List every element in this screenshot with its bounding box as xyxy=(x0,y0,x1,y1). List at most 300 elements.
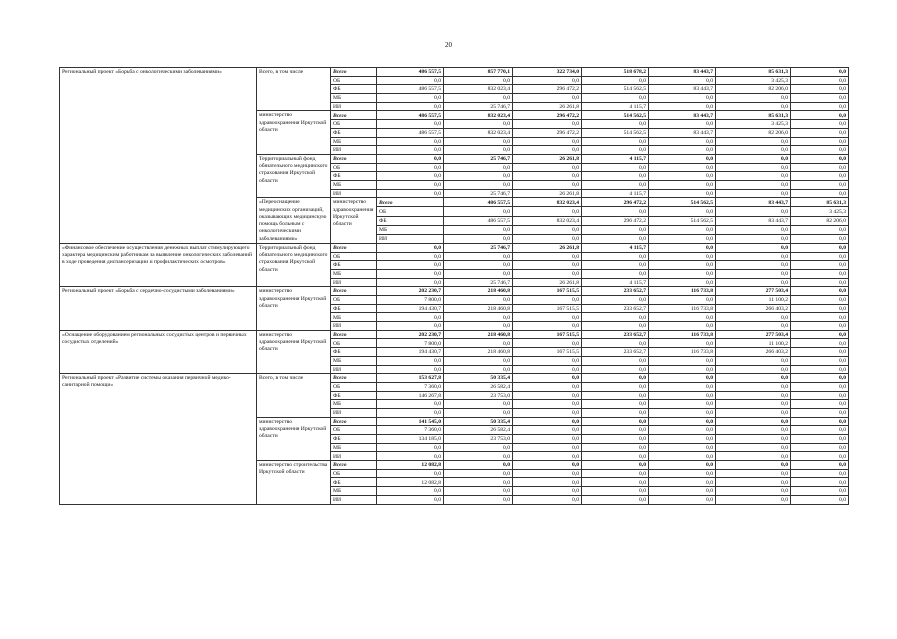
amount-cell: 0,0 xyxy=(444,120,513,129)
amount-cell: 0,0 xyxy=(649,234,716,243)
funding-source-cell: ИИ xyxy=(331,495,377,504)
amount-cell: 0,0 xyxy=(791,408,849,417)
amount-cell: 0,0 xyxy=(377,313,444,322)
table-body xyxy=(60,68,849,505)
amount-cell: 296 472,2 xyxy=(513,85,582,94)
amount-cell: 0,0 xyxy=(444,146,513,155)
amount-cell: 0,0 xyxy=(649,102,716,111)
amount-cell: 0,0 xyxy=(649,252,716,261)
amount-cell: 25 746,7 xyxy=(444,278,513,287)
amount-cell: 0,0 xyxy=(791,261,849,270)
amount-cell: 0,0 xyxy=(716,322,791,331)
amount-cell: 4 115,7 xyxy=(582,154,649,163)
funding-source-cell: ИИ xyxy=(331,322,377,331)
amount-cell: 116 733,8 xyxy=(649,330,716,339)
amount-cell: 116 733,8 xyxy=(649,287,716,296)
amount-cell: 0,0 xyxy=(377,487,444,496)
amount-cell: 0,0 xyxy=(791,426,849,435)
amount-cell: 0,0 xyxy=(716,261,791,270)
amount-cell: 26 261,8 xyxy=(513,154,582,163)
amount-cell: 0,0 xyxy=(791,487,849,496)
amount-cell: 0,0 xyxy=(649,163,716,172)
amount-cell: 0,0 xyxy=(377,400,444,409)
amount-cell: 0,0 xyxy=(582,94,649,103)
amount-cell: 0,0 xyxy=(513,322,582,331)
amount-cell: 233 652,7 xyxy=(582,287,649,296)
project-name-cell: Региональный проект «Борьба с сердечно-сосудистыми заболеваниями» xyxy=(60,287,257,330)
funding-source-cell: ИИ xyxy=(331,278,377,287)
amount-cell: 0,0 xyxy=(716,313,791,322)
amount-cell: 0,0 xyxy=(444,163,513,172)
amount-cell: 0,0 xyxy=(791,76,849,85)
amount-cell: 0,0 xyxy=(513,452,582,461)
amount-cell: 0,0 xyxy=(377,120,444,129)
amount-cell: 0,0 xyxy=(444,234,513,243)
amount-cell: 0,0 xyxy=(791,313,849,322)
amount-cell: 167 515,5 xyxy=(513,348,582,357)
amount-cell: 0,0 xyxy=(716,391,791,400)
amount-cell: 0,0 xyxy=(513,207,582,216)
funding-source-cell: ФБ xyxy=(331,435,377,444)
amount-cell: 0,0 xyxy=(649,180,716,189)
amount-cell: 25 746,7 xyxy=(444,102,513,111)
amount-cell: 116 733,8 xyxy=(649,348,716,357)
funding-source-cell: МБ xyxy=(331,356,377,365)
amount-cell: 233 652,7 xyxy=(582,348,649,357)
amount-cell: 0,0 xyxy=(791,243,849,252)
amount-cell: 0,0 xyxy=(513,417,582,426)
funding-source-cell: ОБ xyxy=(331,76,377,85)
amount-cell: 0,0 xyxy=(582,356,649,365)
amount-cell: 0,0 xyxy=(791,172,849,181)
amount-cell: 0,0 xyxy=(444,400,513,409)
amount-cell: 3 425,3 xyxy=(716,120,791,129)
amount-cell: 0,0 xyxy=(649,296,716,305)
executor-cell: Территориальный фонд обязательного медицинского страхования Иркутской области xyxy=(257,154,331,197)
amount-cell: 26 261,8 xyxy=(513,189,582,198)
amount-cell: 0,0 xyxy=(582,487,649,496)
amount-cell: 4 115,7 xyxy=(582,102,649,111)
amount-cell: 0,0 xyxy=(649,443,716,452)
amount-cell: 0,0 xyxy=(444,443,513,452)
amount-cell: 233 652,7 xyxy=(582,304,649,313)
funding-source-cell: Всего xyxy=(377,198,444,207)
amount-cell: 0,0 xyxy=(582,339,649,348)
amount-cell: 0,0 xyxy=(649,278,716,287)
amount-cell: 12 082,8 xyxy=(377,478,444,487)
amount-cell: 0,0 xyxy=(791,287,849,296)
amount-cell: 0,0 xyxy=(649,207,716,216)
amount-cell: 0,0 xyxy=(716,154,791,163)
amount-cell: 0,0 xyxy=(649,243,716,252)
amount-cell: 0,0 xyxy=(716,374,791,383)
amount-cell: 0,0 xyxy=(791,391,849,400)
amount-cell: 0,0 xyxy=(513,435,582,444)
amount-cell: 0,0 xyxy=(582,137,649,146)
amount-cell: 0,0 xyxy=(791,111,849,120)
amount-cell: 514 562,5 xyxy=(582,128,649,137)
amount-cell: 50 335,4 xyxy=(444,374,513,383)
funding-source-cell: ИИ xyxy=(331,146,377,155)
amount-cell: 0,0 xyxy=(377,269,444,278)
amount-cell: 0,0 xyxy=(716,243,791,252)
amount-cell: 0,0 xyxy=(649,461,716,470)
project-name-cell: «Переоснащение медицинских организаций, оказывающих медицинскую помощь больным с онкологическими заболеваниями» xyxy=(257,198,331,244)
amount-cell: 832 023,4 xyxy=(513,216,582,225)
amount-cell: 0,0 xyxy=(791,330,849,339)
funding-source-cell: ОБ xyxy=(331,252,377,261)
funding-source-cell: Всего xyxy=(331,287,377,296)
amount-cell: 0,0 xyxy=(716,252,791,261)
project-name-cell: «Финансовое обеспечение осуществления денежных выплат стимулирующего характера медицинским работникам за выявление онкологических заболеваний в ходе проведения диспансеризации и профилактических осмотров» xyxy=(60,243,257,286)
amount-cell: 116 733,8 xyxy=(649,304,716,313)
amount-cell: 0,0 xyxy=(513,400,582,409)
amount-cell: 0,0 xyxy=(582,180,649,189)
amount-cell: 0,0 xyxy=(444,461,513,470)
amount-cell: 0,0 xyxy=(791,469,849,478)
amount-cell: 194 430,7 xyxy=(377,348,444,357)
amount-cell: 233 652,7 xyxy=(582,330,649,339)
funding-source-cell: ФБ xyxy=(331,128,377,137)
amount-cell: 0,0 xyxy=(791,252,849,261)
amount-cell: 0,0 xyxy=(582,313,649,322)
amount-cell: 0,0 xyxy=(513,461,582,470)
amount-cell: 0,0 xyxy=(513,495,582,504)
amount-cell: 83 443,7 xyxy=(716,198,791,207)
amount-cell: 0,0 xyxy=(582,461,649,470)
amount-cell: 0,0 xyxy=(513,391,582,400)
amount-cell: 0,0 xyxy=(649,356,716,365)
funding-source-cell: Всего xyxy=(331,417,377,426)
amount-cell: 82 206,0 xyxy=(716,85,791,94)
amount-cell: 0,0 xyxy=(582,76,649,85)
amount-cell: 0,0 xyxy=(649,189,716,198)
amount-cell: 0,0 xyxy=(582,163,649,172)
amount-cell: 0,0 xyxy=(791,443,849,452)
amount-cell: 0,0 xyxy=(649,322,716,331)
amount-cell: 0,0 xyxy=(716,102,791,111)
amount-cell: 0,0 xyxy=(791,339,849,348)
funding-source-cell: ИИ xyxy=(331,452,377,461)
amount-cell: 0,0 xyxy=(582,435,649,444)
executor-cell: министерство здравоохранения Иркутской области xyxy=(257,330,331,373)
amount-cell: 26 261,8 xyxy=(513,102,582,111)
executor-cell: министерство здравоохранения Иркутской области xyxy=(257,287,331,330)
project-name-cell: Региональный проект «Борьба с онкологическими заболеваниями» xyxy=(60,68,257,244)
funding-source-cell: Всего xyxy=(331,68,377,77)
amount-cell: 0,0 xyxy=(716,180,791,189)
amount-cell: 12 082,8 xyxy=(377,461,444,470)
amount-cell: 85 631,3 xyxy=(716,68,791,77)
amount-cell: 0,0 xyxy=(513,94,582,103)
amount-cell: 82 206,0 xyxy=(716,128,791,137)
amount-cell: 0,0 xyxy=(377,469,444,478)
project-name-cell: «Оснащение оборудованием региональных сосудистых центров и первичных сосудистых отделений» xyxy=(60,330,257,373)
amount-cell: 0,0 xyxy=(444,94,513,103)
funding-source-cell: МБ xyxy=(331,137,377,146)
amount-cell: 194 430,7 xyxy=(377,304,444,313)
amount-cell: 3 425,3 xyxy=(716,76,791,85)
amount-cell: 486 557,5 xyxy=(377,68,444,77)
funding-source-cell: МБ xyxy=(331,400,377,409)
funding-source-cell: ФБ xyxy=(331,85,377,94)
amount-cell: 0,0 xyxy=(649,154,716,163)
amount-cell: 0,0 xyxy=(791,102,849,111)
project-name-cell: Региональный проект «Развитие системы оказания первичной медико-санитарной помощи» xyxy=(60,374,257,504)
amount-cell: 0,0 xyxy=(649,76,716,85)
amount-cell: 0,0 xyxy=(649,172,716,181)
amount-cell: 0,0 xyxy=(716,417,791,426)
amount-cell: 0,0 xyxy=(377,356,444,365)
amount-cell: 832 023,4 xyxy=(444,85,513,94)
amount-cell: 0,0 xyxy=(791,356,849,365)
amount-cell: 0,0 xyxy=(377,452,444,461)
amount-cell: 0,0 xyxy=(444,469,513,478)
table-row xyxy=(60,374,849,383)
funding-source-cell: ФБ xyxy=(331,478,377,487)
amount-cell: 218 460,8 xyxy=(444,287,513,296)
amount-cell: 0,0 xyxy=(791,120,849,129)
amount-cell: 4 115,7 xyxy=(582,278,649,287)
amount-cell: 0,0 xyxy=(582,400,649,409)
amount-cell: 0,0 xyxy=(513,365,582,374)
amount-cell: 7 800,0 xyxy=(377,296,444,305)
amount-cell: 0,0 xyxy=(444,261,513,270)
amount-cell: 0,0 xyxy=(377,278,444,287)
amount-cell: 0,0 xyxy=(513,408,582,417)
amount-cell: 0,0 xyxy=(582,234,649,243)
funding-source-cell: ИИ xyxy=(331,189,377,198)
amount-cell: 0,0 xyxy=(791,348,849,357)
amount-cell: 0,0 xyxy=(513,269,582,278)
amount-cell: 0,0 xyxy=(513,469,582,478)
amount-cell: 0,0 xyxy=(649,417,716,426)
amount-cell: 11 100,2 xyxy=(716,296,791,305)
amount-cell: 0,0 xyxy=(716,163,791,172)
amount-cell: 832 023,4 xyxy=(444,111,513,120)
amount-cell: 0,0 xyxy=(444,180,513,189)
amount-cell: 0,0 xyxy=(582,252,649,261)
page-number: 20 xyxy=(445,41,452,49)
amount-cell: 25 746,7 xyxy=(444,154,513,163)
amount-cell: 0,0 xyxy=(649,400,716,409)
amount-cell: 0,0 xyxy=(377,408,444,417)
amount-cell: 0,0 xyxy=(377,243,444,252)
amount-cell: 0,0 xyxy=(513,443,582,452)
funding-source-cell: Всего xyxy=(331,243,377,252)
amount-cell: 0,0 xyxy=(513,426,582,435)
amount-cell: 23 753,0 xyxy=(444,391,513,400)
amount-cell: 83 443,7 xyxy=(649,68,716,77)
amount-cell: 0,0 xyxy=(582,469,649,478)
amount-cell: 0,0 xyxy=(513,180,582,189)
amount-cell: 202 230,7 xyxy=(377,330,444,339)
amount-cell: 0,0 xyxy=(716,207,791,216)
amount-cell: 0,0 xyxy=(513,137,582,146)
amount-cell: 0,0 xyxy=(513,252,582,261)
funding-source-cell: ИИ xyxy=(331,365,377,374)
amount-cell: 0,0 xyxy=(716,435,791,444)
amount-cell: 0,0 xyxy=(582,426,649,435)
amount-cell: 0,0 xyxy=(716,356,791,365)
amount-cell: 0,0 xyxy=(791,128,849,137)
funding-source-cell: ФБ xyxy=(331,172,377,181)
amount-cell: 0,0 xyxy=(513,261,582,270)
amount-cell: 0,0 xyxy=(791,94,849,103)
amount-cell: 0,0 xyxy=(791,365,849,374)
amount-cell: 0,0 xyxy=(791,85,849,94)
amount-cell: 0,0 xyxy=(582,495,649,504)
amount-cell: 0,0 xyxy=(377,76,444,85)
amount-cell: 0,0 xyxy=(444,365,513,374)
amount-cell: 0,0 xyxy=(649,365,716,374)
amount-cell: 153 627,8 xyxy=(377,374,444,383)
amount-cell: 83 443,7 xyxy=(716,216,791,225)
amount-cell: 0,0 xyxy=(791,189,849,198)
amount-cell: 0,0 xyxy=(716,443,791,452)
amount-cell: 0,0 xyxy=(513,487,582,496)
amount-cell: 141 545,0 xyxy=(377,417,444,426)
amount-cell: 0,0 xyxy=(582,452,649,461)
amount-cell: 25 746,7 xyxy=(444,189,513,198)
amount-cell: 0,0 xyxy=(649,469,716,478)
amount-cell: 514 562,5 xyxy=(582,85,649,94)
amount-cell: 0,0 xyxy=(444,322,513,331)
amount-cell: 11 100,2 xyxy=(716,339,791,348)
amount-cell: 0,0 xyxy=(377,137,444,146)
amount-cell: 486 557,5 xyxy=(444,216,513,225)
amount-cell: 486 557,5 xyxy=(377,111,444,120)
executor-cell: Всего, в том числе xyxy=(257,374,331,417)
amount-cell: 0,0 xyxy=(791,68,849,77)
funding-source-cell: ФБ xyxy=(331,261,377,270)
amount-cell: 83 443,7 xyxy=(649,128,716,137)
amount-cell: 26 582,4 xyxy=(444,426,513,435)
amount-cell: 0,0 xyxy=(649,408,716,417)
executor-cell: Всего, в том числе xyxy=(257,68,331,111)
amount-cell: 0,0 xyxy=(649,94,716,103)
amount-cell: 83 443,7 xyxy=(649,111,716,120)
amount-cell: 0,0 xyxy=(377,443,444,452)
amount-cell: 0,0 xyxy=(791,461,849,470)
amount-cell: 0,0 xyxy=(791,137,849,146)
amount-cell: 296 472,2 xyxy=(582,198,649,207)
amount-cell: 7 360,0 xyxy=(377,382,444,391)
amount-cell: 0,0 xyxy=(791,322,849,331)
amount-cell: 0,0 xyxy=(649,426,716,435)
amount-cell: 0,0 xyxy=(377,172,444,181)
amount-cell: 0,0 xyxy=(791,154,849,163)
amount-cell: 0,0 xyxy=(444,313,513,322)
amount-cell: 25 746,7 xyxy=(444,243,513,252)
amount-cell: 0,0 xyxy=(513,146,582,155)
amount-cell: 167 515,5 xyxy=(513,330,582,339)
amount-cell: 0,0 xyxy=(791,452,849,461)
amount-cell: 0,0 xyxy=(513,296,582,305)
amount-cell: 0,0 xyxy=(377,163,444,172)
amount-cell: 0,0 xyxy=(513,76,582,85)
amount-cell: 514 562,5 xyxy=(649,198,716,207)
amount-cell: 0,0 xyxy=(444,495,513,504)
amount-cell: 0,0 xyxy=(716,189,791,198)
amount-cell: 0,0 xyxy=(791,163,849,172)
amount-cell: 857 770,1 xyxy=(444,68,513,77)
amount-cell: 50 335,4 xyxy=(444,417,513,426)
amount-cell: 0,0 xyxy=(649,495,716,504)
amount-cell: 0,0 xyxy=(716,225,791,234)
amount-cell: 0,0 xyxy=(716,146,791,155)
amount-cell: 0,0 xyxy=(791,478,849,487)
amount-cell: 0,0 xyxy=(377,146,444,155)
funding-source-cell: ИИ xyxy=(331,408,377,417)
amount-cell: 0,0 xyxy=(716,478,791,487)
amount-cell: 0,0 xyxy=(716,400,791,409)
funding-source-cell: ОБ xyxy=(377,207,444,216)
funding-source-cell: МБ xyxy=(377,225,444,234)
amount-cell: 0,0 xyxy=(582,391,649,400)
amount-cell: 0,0 xyxy=(513,478,582,487)
amount-cell: 0,0 xyxy=(791,382,849,391)
amount-cell: 0,0 xyxy=(444,252,513,261)
amount-cell: 0,0 xyxy=(444,408,513,417)
executor-cell: Территориальный фонд обязательного медицинского страхования Иркутской области xyxy=(257,243,331,286)
amount-cell: 296 472,2 xyxy=(513,111,582,120)
table-row xyxy=(60,68,849,77)
table-row xyxy=(60,243,849,252)
amount-cell: 0,0 xyxy=(444,137,513,146)
amount-cell: 134 185,0 xyxy=(377,435,444,444)
amount-cell: 0,0 xyxy=(582,382,649,391)
amount-cell: 0,0 xyxy=(513,120,582,129)
amount-cell: 296 472,2 xyxy=(513,128,582,137)
funding-source-cell: Всего xyxy=(331,154,377,163)
amount-cell: 0,0 xyxy=(513,234,582,243)
amount-cell: 83 443,7 xyxy=(649,85,716,94)
amount-cell: 0,0 xyxy=(791,180,849,189)
amount-cell: 0,0 xyxy=(649,339,716,348)
amount-cell: 0,0 xyxy=(513,356,582,365)
amount-cell: 218 460,8 xyxy=(444,348,513,357)
amount-cell: 146 267,8 xyxy=(377,391,444,400)
amount-cell: 0,0 xyxy=(582,146,649,155)
amount-cell: 486 557,5 xyxy=(377,128,444,137)
funding-source-cell: ОБ xyxy=(331,163,377,172)
amount-cell: 82 206,0 xyxy=(791,216,849,225)
amount-cell: 0,0 xyxy=(791,146,849,155)
executor-cell: министерство здравоохранения Иркутской области xyxy=(331,198,377,244)
amount-cell: 518 678,2 xyxy=(582,68,649,77)
amount-cell: 0,0 xyxy=(791,304,849,313)
amount-cell: 202 230,7 xyxy=(377,287,444,296)
amount-cell: 0,0 xyxy=(716,269,791,278)
funding-source-cell: ОБ xyxy=(331,382,377,391)
amount-cell: 7 800,0 xyxy=(377,339,444,348)
amount-cell: 514 562,5 xyxy=(582,111,649,120)
amount-cell: 0,0 xyxy=(444,172,513,181)
amount-cell: 85 631,3 xyxy=(716,111,791,120)
funding-source-cell: Всего xyxy=(331,374,377,383)
amount-cell: 266 403,2 xyxy=(716,304,791,313)
amount-cell: 0,0 xyxy=(582,296,649,305)
amount-cell: 0,0 xyxy=(377,495,444,504)
amount-cell: 0,0 xyxy=(791,435,849,444)
amount-cell: 0,0 xyxy=(649,374,716,383)
amount-cell: 0,0 xyxy=(649,391,716,400)
funding-source-cell: ОБ xyxy=(331,469,377,478)
amount-cell: 0,0 xyxy=(791,495,849,504)
executor-cell: министерство строительства Иркутской области xyxy=(257,461,331,504)
amount-cell: 167 515,5 xyxy=(513,287,582,296)
